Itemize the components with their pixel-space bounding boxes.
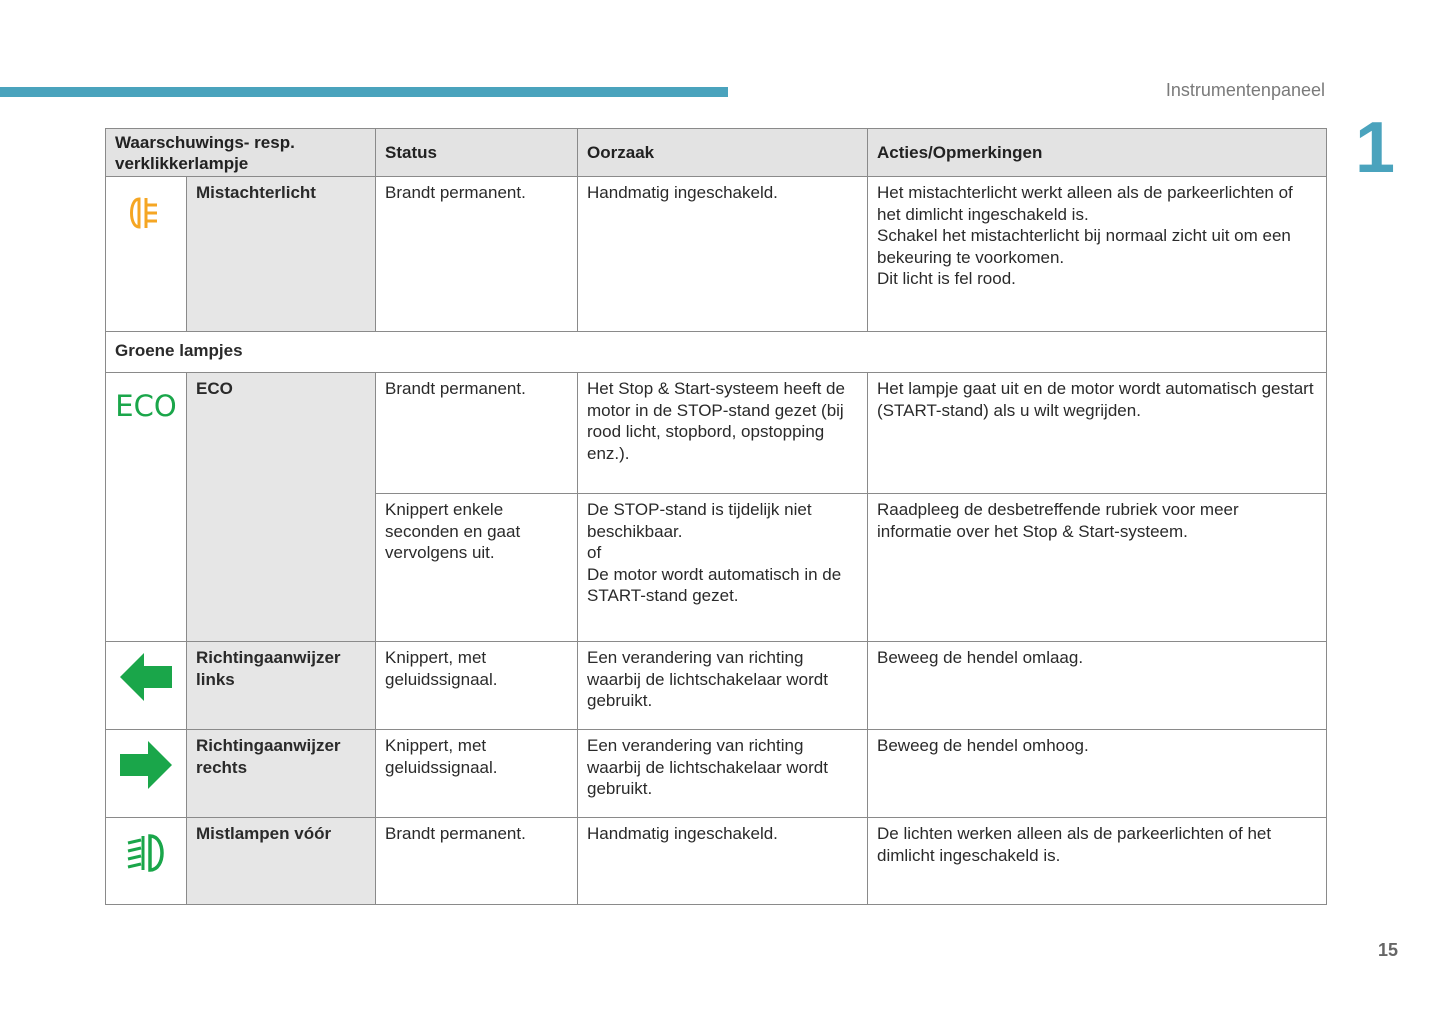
- status-text: Knippert, met geluidssignaal.: [385, 648, 498, 689]
- status-text: Knippert, met geluidssignaal.: [385, 736, 498, 777]
- section-title: Instrumentenpaneel: [1165, 80, 1325, 100]
- table-row: [106, 642, 1327, 730]
- chapter-number: 1: [1355, 108, 1396, 188]
- page-number: 15: [1377, 940, 1398, 960]
- col-header-status: Status: [376, 129, 578, 177]
- cause-text: De STOP-stand is tijdelijk niet beschikbaar. of De motor wordt automatisch in de START-stand gezet.: [587, 500, 842, 605]
- icon-cell: [106, 177, 187, 332]
- lamp-name: ECO: [196, 379, 233, 398]
- col-header-cause: Oorzaak: [578, 129, 868, 177]
- table-row: [106, 818, 1327, 905]
- eco-icon-label: ECO: [115, 389, 177, 423]
- status-text: Knippert enkele seconden en gaat vervolgens uit.: [385, 500, 521, 562]
- table-row: [106, 373, 1327, 494]
- icon-cell: [106, 642, 187, 730]
- lamp-name: Mistachterlicht: [196, 183, 316, 202]
- front-fog-lamp-icon: [118, 828, 174, 878]
- icon-cell: [106, 730, 187, 818]
- action-text: Beweeg de hendel omlaag.: [877, 648, 1084, 667]
- rear-fog-lamp-icon: [121, 189, 171, 239]
- icon-cell: [106, 818, 187, 905]
- arrow-left-icon: [118, 651, 174, 703]
- status-text: Brandt permanent.: [385, 379, 526, 398]
- cause-text: Een verandering van richting waarbij de lichtschakelaar wordt gebruikt.: [587, 648, 828, 710]
- status-text: Brandt permanent.: [385, 183, 526, 202]
- warning-lamps-table: [105, 128, 1327, 905]
- action-text: Het mistachterlicht werkt alleen als de parkeerlichten of het dimlicht ingeschakeld is. Schakel het mistachterlicht bij normaal zicht uit om een bekeuring te voorkomen. Dit licht is fel rood.: [877, 183, 1293, 288]
- lamp-name: Richtingaanwijzer rechts: [196, 736, 341, 777]
- header-accent-bar: [0, 87, 728, 97]
- table-row: [106, 177, 1327, 332]
- lamp-name: Richtingaanwijzer links: [196, 648, 341, 689]
- action-text: Beweeg de hendel omhoog.: [877, 736, 1089, 755]
- group-title: Groene lampjes: [106, 332, 1327, 373]
- status-text: Brandt permanent.: [385, 824, 526, 843]
- icon-cell: [106, 373, 187, 642]
- cause-text: Het Stop & Start-systeem heeft de motor in de STOP-stand gezet (bij rood licht, stopbord, opstopping enz.).: [587, 379, 845, 463]
- cause-text: Handmatig ingeschakeld.: [587, 824, 778, 843]
- action-text: Het lampje gaat uit en de motor wordt automatisch gestart (START-stand) als u wilt wegrijden.: [877, 379, 1314, 420]
- lamp-name: Mistlampen vóór: [196, 824, 332, 843]
- eco-icon: [111, 385, 181, 425]
- col-header-actions: Acties/Opmerkingen: [868, 129, 1327, 177]
- cause-text: Een verandering van richting waarbij de lichtschakelaar wordt gebruikt.: [587, 736, 828, 798]
- action-text: De lichten werken alleen als de parkeerlichten of het dimlicht ingeschakeld is.: [877, 824, 1272, 865]
- table-row: [106, 730, 1327, 818]
- action-text: Raadpleeg de desbetreffende rubriek voor meer informatie over het Stop & Start-systeem.: [877, 500, 1239, 541]
- arrow-right-icon: [118, 739, 174, 791]
- col-header-lamp: Waarschuwings- resp. verklikkerlampje: [106, 129, 376, 177]
- cause-text: Handmatig ingeschakeld.: [587, 183, 778, 202]
